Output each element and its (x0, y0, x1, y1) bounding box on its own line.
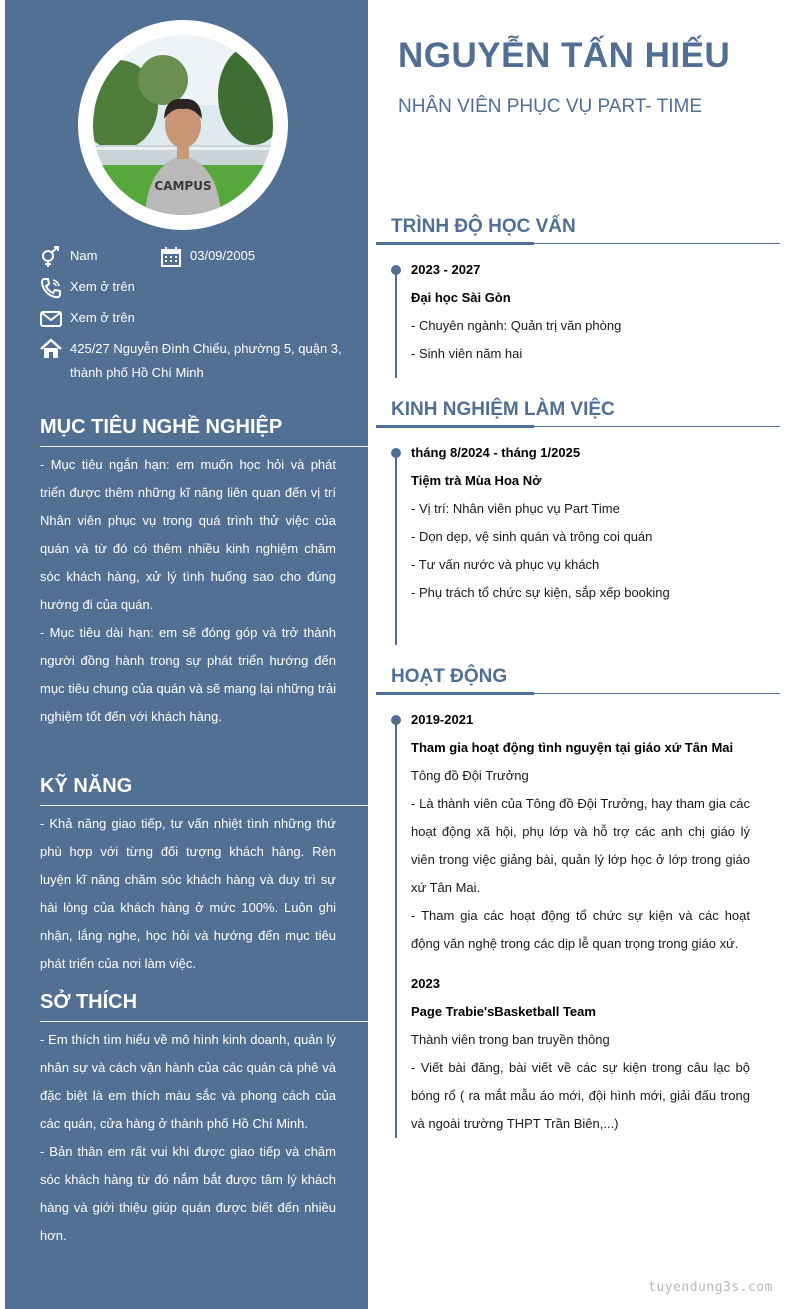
education-entry (411, 256, 750, 368)
hobbies-paragraph-1: - Em thích tìm hiểu về mô hình kinh doanh, quản lý nhân sự và cách vận hành của các quán cà phê và đặc biệt là em thích màu sắc và phong cách của các quán, cửa hàng ở thành phố Hồ Chí Minh. (40, 1032, 336, 1131)
experience-line: - Phụ trách tổ chức sự kiện, sắp xếp booking (411, 585, 670, 600)
education-timeline-dot (391, 265, 401, 275)
experience-line: - Vị trí: Nhân viên phục vụ Part Time (411, 501, 620, 516)
activity-role: Thành viên trong ban truyền thông (411, 1032, 610, 1047)
activity-line: - Là thành viên của Tông đồ Đội Trưởng, hay tham gia các hoạt động xã hội, phụ lớp và hỗ trợ các anh chị giáo lý viên trong việc giảng bài, quản lý lớp học ở lớp trong giáo xứ Tân Mai. (411, 796, 750, 895)
sidebar (5, 0, 368, 1309)
career-goal-divider (40, 446, 368, 447)
hobbies-paragraph-2: - Bản thân em rất vui khi được giao tiếp và chăm sóc khách hàng từ đó nắm bắt được tâm lý khách hàng và giới thiệu giúp quán được biết đến nhiều hơn. (40, 1144, 336, 1243)
career-goal-long-term: - Mục tiêu dài hạn: em sẽ đóng góp và trở thành người đồng hành trong sự phát triển hướng đến mục tiêu chung của quán và sẽ mang lại những trải nghiệm tốt đến với khách hàng. (40, 625, 336, 724)
career-goal-title: MỤC TIÊU NGHỀ NGHIỆP (40, 416, 283, 438)
experience-timeline-dot (391, 448, 401, 458)
activity-role: Tông đồ Đội Trưởng (411, 768, 529, 783)
experience-title: KINH NGHIỆM LÀM VIỆC (391, 399, 615, 420)
activities-timeline (395, 720, 397, 1138)
calendar-icon (160, 246, 182, 268)
birthdate-value: 03/09/2005 (190, 248, 256, 263)
skills-paragraph: - Khả năng giao tiếp, tư vấn nhiệt tình những thứ phù hợp với từng đối tượng khách hàng. Rèn luyện kĩ năng chăm sóc khách hàng và duy trì sự hài lòng của khách hàng ở mức 100%. Luôn ghi nhận, lắng nghe, học hỏi và hướng đến mục tiêu phát triển của nơi làm việc. (40, 816, 336, 971)
skills-divider (40, 805, 368, 806)
experience-line: - Tư vấn nước và phục vụ khách (411, 557, 600, 572)
education-period: 2023 - 2027 (411, 262, 481, 277)
activities-timeline-dot (391, 715, 401, 725)
home-icon (40, 338, 62, 360)
phone-icon (40, 277, 62, 299)
education-line: - Chuyên ngành: Quản trị văn phòng (411, 318, 622, 333)
candidate-role: NHÂN VIÊN PHỤC VỤ PART- TIME (398, 96, 703, 117)
activity-name: Page Trabie'sBasketball Team (411, 1004, 596, 1019)
hobbies-text (40, 1026, 336, 1250)
address-line-1: 425/27 Nguyễn Đình Chiểu, phường 5, quận 3, (70, 341, 342, 356)
experience-line: - Dọn dẹp, vệ sinh quán và trông coi quán (411, 529, 653, 544)
activities-title: HOẠT ĐỘNG (391, 666, 508, 687)
experience-accent-bar (376, 425, 534, 428)
education-timeline (395, 270, 397, 378)
hobbies-divider (40, 1021, 368, 1022)
hobbies-title: SỞ THÍCH (40, 991, 138, 1013)
career-goal-short-term: - Mục tiêu ngắn hạn: em muốn học hỏi và phát triển được thêm những kĩ năng liên quan đến vị trí Nhân viên phục vụ trong quá trình thử việc của quán và từ đó có thêm nhiều kinh nghiệm chăm sóc khách hàng, xử lý tình huống sao cho đúng hướng đi của quán. (40, 457, 336, 612)
activity-line: - Tham gia các hoạt động tổ chức sự kiện và các hoạt động văn nghệ trong các dịp lễ quan trọng trong giáo xứ. (411, 908, 750, 951)
activity-line: - Viết bài đăng, bài viết về các sự kiện trong câu lạc bộ bóng rổ ( ra mắt mẫu áo mới, đội hình mới, giải đấu trong và ngoài trường THPT Trần Biên,...) (411, 1060, 750, 1131)
email-icon (40, 308, 62, 330)
education-school: Đại học Sài Gòn (411, 290, 511, 305)
skills-title: KỸ NĂNG (40, 775, 133, 797)
activities-accent-bar (376, 692, 534, 695)
watermark: tuyendung3s.com (648, 1280, 773, 1295)
education-accent-bar (376, 242, 534, 245)
svg-text:CAMPUS: CAMPUS (154, 179, 212, 193)
activity-period: 2019-2021 (411, 712, 474, 727)
education-line: - Sinh viên năm hai (411, 346, 523, 361)
gender-value: Nam (70, 248, 98, 263)
profile-photo-frame (78, 20, 288, 230)
activity-period: 2023 (411, 976, 440, 991)
career-goal-text (40, 451, 336, 731)
experience-period: tháng 8/2024 - tháng 1/2025 (411, 445, 581, 460)
activities-entry (411, 706, 750, 1138)
profile-photo (93, 35, 273, 215)
candidate-name: NGUYỄN TẤN HIẾU (398, 36, 731, 75)
address-line-2: thành phố Hồ Chí Minh (70, 365, 204, 380)
experience-timeline (395, 453, 397, 645)
education-title: TRÌNH ĐỘ HỌC VẤN (391, 216, 576, 237)
gender-icon (40, 246, 62, 268)
phone-value: Xem ở trên (70, 279, 135, 294)
activity-name: Tham gia hoạt động tình nguyện tại giáo xứ Tân Mai (411, 740, 734, 755)
skills-text (40, 810, 336, 978)
experience-entry (411, 439, 750, 607)
experience-company: Tiệm trà Mùa Hoa Nở (411, 473, 542, 488)
email-value: Xem ở trên (70, 310, 135, 325)
